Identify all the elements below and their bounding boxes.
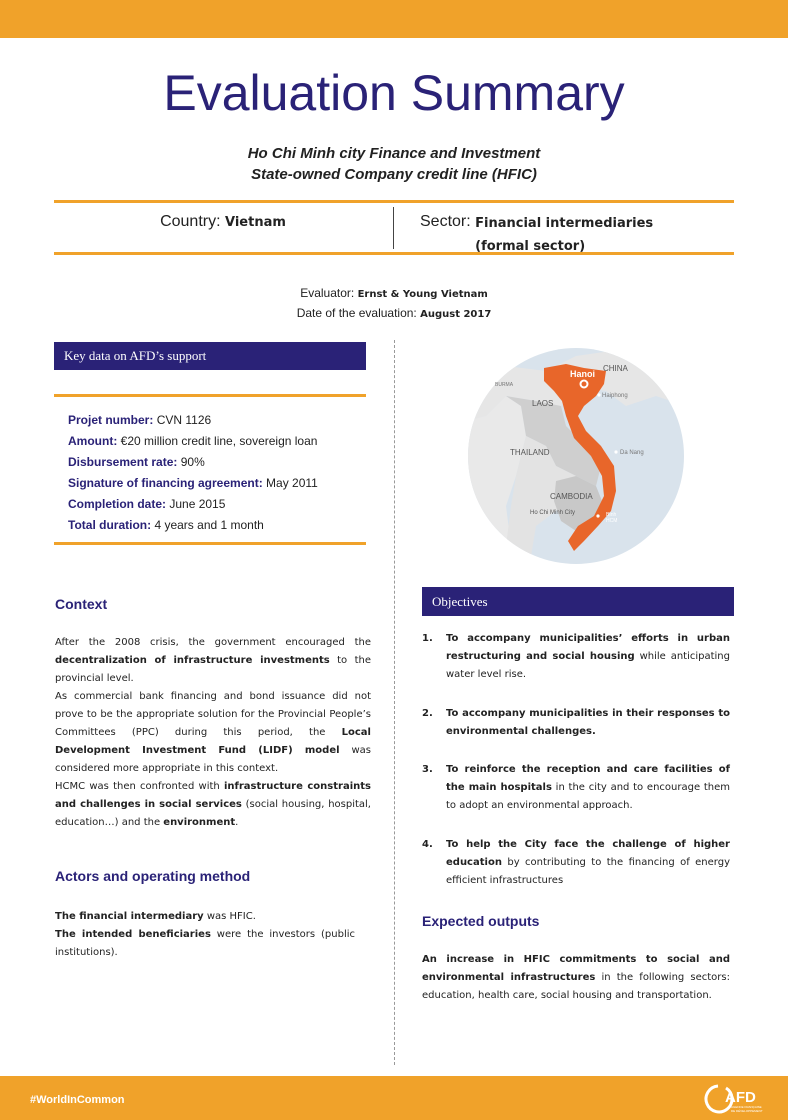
key-data-bottom-rule bbox=[54, 542, 366, 545]
key-data-item: Projet number: CVN 1126 bbox=[68, 413, 212, 427]
hashtag: #WorldInCommon bbox=[30, 1094, 125, 1106]
context-paragraph: As commercial bank financing and bond issuance did not prove to be the appropriate solution for the Provincial People’s Committees (PPC) during this period, the Local Development Investment Fund (LIDF) model was considered more appropriate in this context. bbox=[55, 691, 371, 774]
objective-item: 1. To accompany municipalities’ efforts in urban restructuring and social housing while anticipating water level rise. bbox=[422, 633, 730, 680]
country-field bbox=[54, 213, 392, 231]
map-label-thailand: THAILAND bbox=[510, 448, 550, 457]
map-danang-dot bbox=[614, 450, 617, 453]
sector-field bbox=[420, 211, 720, 258]
key-data-item: Completion date: June 2015 bbox=[68, 497, 226, 511]
actors-heading: Actors and operating method bbox=[55, 868, 251, 884]
map-label-cambodia: CAMBODIA bbox=[550, 492, 593, 501]
outputs-body: An increase in HFIC commitments to social and environmental infrastructures in the following sectors: education, health care, social housing and transportation. bbox=[422, 954, 730, 1001]
evaluator-label: Evaluator: bbox=[300, 286, 355, 300]
subtitle-line-1: Ho Chi Minh city Finance and Investment bbox=[247, 145, 541, 162]
objective-item: 4. To help the City face the challenge of higher education by contributing to the financing of energy efficient infrastructures bbox=[422, 839, 730, 886]
date-label: Date of the evaluation: bbox=[296, 306, 417, 320]
evaluator-value: Ernst & Young Vietnam bbox=[357, 289, 488, 300]
afd-logo-icon bbox=[704, 1082, 768, 1116]
map-label-dot2: HCM bbox=[606, 518, 618, 524]
meta-divider bbox=[393, 207, 394, 249]
sector-label: Sector: bbox=[420, 213, 471, 230]
vietnam-map bbox=[466, 346, 686, 566]
map-label-danang: Da Nang bbox=[620, 450, 644, 456]
context-paragraph: HCMC was then confronted with infrastructure constraints and challenges in social services (social housing, hospital, education…) and the environment. bbox=[55, 781, 371, 828]
page-subtitle bbox=[0, 143, 788, 185]
context-paragraph: After the 2008 crisis, the government encouraged the decentralization of infrastructure investments to the provincial level. bbox=[55, 637, 371, 684]
country-value: Vietnam bbox=[225, 215, 286, 230]
context-body bbox=[55, 634, 371, 832]
map-label-china: CHINA bbox=[603, 364, 628, 373]
map-city-dot bbox=[596, 514, 599, 517]
actors-body bbox=[55, 908, 355, 962]
key-data-item: Disbursement rate: 90% bbox=[68, 455, 205, 469]
sector-value-line-2: (formal sector) bbox=[475, 239, 586, 254]
map-label-haiphong: Haiphong bbox=[602, 393, 628, 399]
afd-logo-text: AFD bbox=[725, 1089, 756, 1106]
afd-logo-sub1: AGENCE FRANÇAISE bbox=[731, 1105, 762, 1109]
actors-paragraph: The intended beneficiaries were the investors (public institutions). bbox=[55, 929, 356, 958]
outputs-heading: Expected outputs bbox=[422, 913, 540, 929]
objectives-heading: Objectives bbox=[422, 587, 734, 616]
key-data-item: Signature of financing agreement: May 2011 bbox=[68, 476, 318, 490]
country-label: Country: bbox=[160, 213, 221, 230]
key-data-heading: Key data on AFD’s support bbox=[54, 342, 366, 370]
map-hanoi-dot bbox=[582, 382, 587, 387]
context-heading: Context bbox=[55, 596, 108, 612]
map-haiphong-dot bbox=[597, 393, 600, 396]
subtitle-line-2: State-owned Company credit line (HFIC) bbox=[251, 166, 537, 183]
key-data-top-rule bbox=[54, 394, 366, 397]
column-divider bbox=[394, 340, 395, 1065]
evaluation-info bbox=[0, 284, 788, 324]
key-data-item: Total duration: 4 years and 1 month bbox=[68, 518, 264, 532]
actors-paragraph: The financial intermediary was HFIC. bbox=[55, 911, 256, 922]
map-label-dot1: Bình bbox=[606, 512, 617, 518]
key-data-list bbox=[68, 410, 318, 536]
afd-logo-sub2: DE DÉVELOPPEMENT bbox=[731, 1109, 763, 1113]
map-label-hanoi: Hanoi bbox=[570, 369, 596, 379]
map-label-hcmc: Ho Chi Minh City bbox=[530, 510, 576, 516]
meta-top-rule bbox=[54, 200, 734, 203]
sector-value-line-1: Financial intermediaries bbox=[475, 216, 654, 231]
date-value: August 2017 bbox=[420, 309, 492, 320]
objective-item: 3. To reinforce the reception and care facilities of the main hospitals in the city and to encourage them to adopt an environmental approach. bbox=[422, 764, 730, 811]
top-banner bbox=[0, 0, 788, 38]
key-data-item: Amount: €20 million credit line, sovereign loan bbox=[68, 434, 318, 448]
map-label-laos: LAOS bbox=[532, 399, 554, 408]
objective-item: 2. To accompany municipalities in their responses to environmental challenges. bbox=[422, 708, 730, 737]
page-title: Evaluation Summary bbox=[163, 65, 625, 121]
map-label-burma: BURMA bbox=[495, 382, 514, 388]
